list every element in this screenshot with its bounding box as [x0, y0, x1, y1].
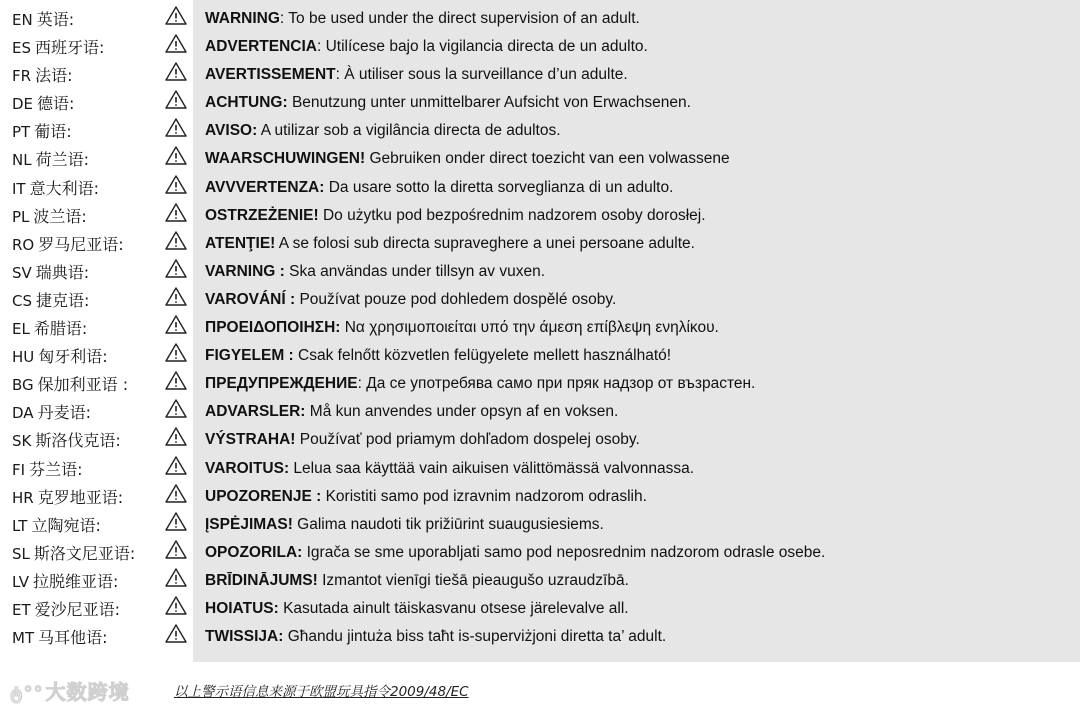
language-label [12, 175, 99, 203]
language-code: DA [12, 404, 34, 423]
warning-body: Používať pod priamym dohľadom dospelej osoby. [299, 431, 640, 449]
warning-triangle-icon [165, 455, 187, 477]
warning-row [0, 202, 1080, 230]
warning-term: ADVERTENCIA [205, 38, 317, 56]
language-code: SL [12, 544, 30, 563]
warning-body: Għandu jintuża biss taħt is-superviżjoni diretta ta’ adult. [287, 628, 667, 646]
language-label [12, 315, 87, 343]
warning-text [205, 117, 561, 145]
warning-body: Igrača se sme uporabljati samo pod neposrednim nadzorom odrasle osebe. [306, 543, 826, 561]
warning-body: Do użytku pod bezpośrednim nadzorem osoby dorosłej. [322, 206, 706, 224]
warning-text [205, 567, 629, 595]
warning-body: Kasutada ainult täiskasvanu otsese järelevalve all. [283, 599, 629, 617]
warning-text [205, 483, 647, 511]
warning-term: TWISSIJA: [205, 628, 284, 646]
warning-row [0, 370, 1080, 398]
warning-triangle-icon [165, 623, 187, 645]
warning-triangle-icon [165, 258, 187, 280]
warning-text [205, 314, 719, 342]
warning-term: UPOZORENJE : [205, 487, 322, 505]
warning-text [205, 511, 604, 539]
language-name: 爱沙尼亚语: [34, 599, 121, 619]
warning-term: VÝSTRAHA! [205, 431, 296, 449]
language-name: 英语: [36, 10, 75, 29]
warning-triangle-icon [165, 567, 187, 589]
warning-term: VAROVÁNÍ : [205, 290, 296, 308]
language-label [12, 343, 108, 371]
language-label [12, 231, 124, 259]
warning-triangle-icon [165, 314, 187, 336]
warning-term: VAROITUS: [205, 459, 290, 477]
language-name: 捷克语: [36, 290, 90, 310]
language-name: 拉脱维亚语: [32, 571, 119, 591]
language-name: 西班牙语: [35, 38, 105, 58]
language-name: 瑞典语: [35, 262, 90, 282]
warning-text [205, 623, 666, 651]
warning-triangle-icon [165, 174, 187, 196]
language-name: 斯洛文尼亚语: [33, 543, 136, 563]
language-label [12, 287, 89, 315]
warning-triangle-icon [165, 145, 187, 167]
language-name: 德语: [37, 94, 75, 114]
warning-text [205, 398, 618, 426]
warning-text [205, 145, 730, 173]
warning-body: To be used under the direct supervision of an adult. [288, 10, 640, 27]
footer [0, 668, 1080, 708]
warning-term: OPOZORILA: [205, 543, 303, 561]
language-name: 保加利亚语 : [37, 375, 129, 395]
warning-term: HOIATUS: [205, 599, 279, 617]
language-code: MT [12, 629, 35, 648]
language-label [12, 62, 72, 90]
warning-row [0, 286, 1080, 314]
warning-triangle-icon [165, 342, 187, 364]
language-label [12, 6, 74, 34]
warning-body: Používat pouze pod dohledem dospělé osoby. [299, 290, 617, 308]
warning-term: OSTRZEŻENIE! [205, 206, 319, 224]
warning-body: Koristiti samo pod izravnim nadzorom odraslih. [325, 487, 647, 505]
language-name: 荷兰语: [35, 150, 89, 170]
language-name: 法语: [35, 66, 73, 86]
language-label [12, 118, 72, 146]
language-name: 希腊语: [33, 319, 88, 339]
warning-row [0, 314, 1080, 342]
language-code: EN [12, 11, 33, 29]
language-code: LV [12, 572, 29, 591]
language-label [12, 484, 123, 512]
language-label [12, 512, 101, 540]
warning-text [205, 258, 545, 286]
warning-body: Galima naudoti tik prižiūrint suaugusiesiems. [297, 515, 604, 533]
warning-row [0, 61, 1080, 89]
warning-triangle-icon [165, 202, 187, 224]
warning-text [205, 174, 673, 202]
language-code: DE [12, 95, 34, 114]
warning-text [205, 342, 671, 370]
language-code: PL [12, 207, 30, 226]
language-label [12, 456, 82, 484]
warning-body: Να χρησιμοποιείται υπό την άμεση επίβλεψη ενηλίκου. [344, 319, 719, 337]
warning-body: Да се употребява само при пряк надзор от възрастен. [366, 375, 756, 393]
language-name: 马耳他语: [38, 628, 108, 648]
warning-triangle-icon [165, 33, 187, 55]
language-label [12, 399, 91, 427]
warning-term: AVVVERTENZA: [205, 178, 325, 196]
warning-text: WARNING: To be used under the direct supervision of an adult. [205, 10, 640, 27]
language-code: HR [12, 488, 34, 507]
warning-term: BRĪDINĀJUMS! [205, 571, 318, 589]
warning-row [0, 33, 1080, 61]
warning-triangle-icon [165, 89, 187, 111]
warning-row [0, 511, 1080, 539]
language-name: 匈牙利语: [38, 347, 108, 367]
language-label [12, 371, 128, 399]
language-label [12, 146, 89, 174]
warning-term: VARNING : [205, 262, 285, 280]
warning-triangle-icon [165, 398, 187, 420]
language-code: PT [12, 123, 31, 142]
language-name: 芬兰语: [29, 459, 83, 479]
language-label [12, 203, 87, 231]
language-name: 斯洛伐克语: [35, 431, 121, 451]
warning-text [205, 539, 825, 567]
warning-text: ПРЕДУПРЕЖДЕНИЕ: Да се употребява само при пряк надзор от възрастен. [205, 375, 756, 393]
language-code: FI [12, 460, 26, 479]
language-name: 克罗地亚语: [37, 487, 124, 507]
warning-row [0, 567, 1080, 595]
warning-body: A utilizar sob a vigilância directa de adultos. [260, 122, 561, 140]
language-name: 意大利语: [29, 178, 99, 198]
language-label [12, 259, 89, 287]
warning-triangle-icon [165, 539, 187, 561]
warning-triangle-icon [165, 230, 187, 252]
language-code: IT [12, 179, 26, 198]
warning-row [0, 342, 1080, 370]
warning-text [205, 286, 616, 314]
warning-term: WAARSCHUWINGEN! [205, 150, 366, 168]
language-label [12, 568, 118, 596]
warning-body: Da usare sotto la diretta sorveglianza di un adulto. [328, 178, 674, 196]
warning-text: AVERTISSEMENT: À utiliser sous la surveillance d’un adulte. [205, 66, 628, 84]
warning-row [0, 5, 1080, 33]
warning-body: Izmantot vienīgi tiešā pieaugušo uzraudzībā. [322, 571, 629, 589]
warning-term: AVISO: [205, 122, 258, 140]
warning-triangle-icon [165, 511, 187, 533]
language-code: CS [12, 291, 32, 310]
warning-text [205, 426, 640, 454]
language-code: LT [12, 516, 28, 535]
warning-body: Csak felnőtt közvetlen felügyelete mellett használható! [298, 347, 672, 365]
warning-list [0, 5, 1080, 651]
warning-text [205, 230, 695, 258]
warning-term: WARNING [205, 10, 280, 27]
language-code: FR [12, 67, 32, 86]
brand-logo-icon: ტ°° [10, 683, 44, 704]
warning-row [0, 623, 1080, 651]
warning-row [0, 89, 1080, 117]
language-name: 丹麦语: [37, 403, 91, 423]
warning-term: ACHTUNG: [205, 94, 288, 112]
warning-row [0, 483, 1080, 511]
warning-triangle-icon [165, 5, 187, 27]
language-code: BG [12, 376, 34, 395]
warning-row [0, 145, 1080, 173]
warning-row [0, 595, 1080, 623]
warning-text [205, 89, 691, 117]
language-code: NL [12, 151, 32, 170]
language-name: 波兰语: [33, 206, 87, 226]
warning-triangle-icon [165, 426, 187, 448]
warning-row [0, 455, 1080, 483]
source-note: 以上警示语信息来源于欧盟玩具指令2009/48/EC [174, 684, 469, 700]
language-name: 葡语: [34, 122, 72, 142]
language-code: SK [12, 432, 32, 451]
warning-text: ADVERTENCIA: Utilícese bajo la vigilancia directa de un adulto. [205, 38, 648, 56]
warning-triangle-icon [165, 117, 187, 139]
warning-term: ĮSPĖJIMAS! [205, 515, 293, 533]
warning-body: Utilícese bajo la vigilancia directa de un adulto. [325, 38, 648, 56]
warning-body: À utiliser sous la surveillance d’un adulte. [344, 66, 628, 84]
warning-triangle-icon [165, 595, 187, 617]
language-label [12, 624, 108, 652]
warning-triangle-icon [165, 370, 187, 392]
warning-body: Lelua saa käyttää vain aikuisen välittömässä valvonnassa. [293, 459, 695, 477]
warning-row [0, 426, 1080, 454]
language-name: 立陶宛语: [31, 515, 101, 535]
warning-body: A se folosi sub directa supraveghere a unei persoane adulte. [278, 234, 695, 252]
brand-logo-text: 大数跨境 [45, 680, 130, 704]
warning-term: ADVARSLER: [205, 403, 306, 421]
warning-body: Benutzung unter unmittelbarer Aufsicht von Erwachsenen. [291, 94, 691, 112]
warning-body: Gebruiken onder direct toezicht van een volwassene [369, 150, 730, 168]
warning-triangle-icon [165, 61, 187, 83]
warning-triangle-icon [165, 286, 187, 308]
warning-row [0, 117, 1080, 145]
warning-row [0, 230, 1080, 258]
language-code: ET [12, 600, 31, 619]
language-code: HU [12, 348, 35, 367]
warning-term: FIGYELEM : [205, 347, 294, 365]
warning-body: Ska användas under tillsyn av vuxen. [289, 262, 546, 280]
warning-triangle-icon [165, 483, 187, 505]
language-label [12, 540, 135, 568]
language-label [12, 34, 104, 62]
warning-text [205, 202, 706, 230]
language-name: 罗马尼亚语: [38, 234, 124, 254]
warning-row [0, 539, 1080, 567]
language-label [12, 427, 121, 455]
language-label [12, 596, 120, 624]
warning-body: Må kun anvendes under opsyn af en voksen. [309, 403, 619, 421]
language-code: ES [12, 39, 31, 58]
warning-row [0, 174, 1080, 202]
warning-term: ПРЕДУПРЕЖДЕНИЕ [205, 375, 358, 393]
language-code: RO [12, 235, 35, 254]
brand-logo [10, 676, 130, 704]
language-label [12, 90, 74, 118]
warning-text [205, 455, 694, 483]
language-code: EL [12, 320, 30, 339]
warning-row [0, 258, 1080, 286]
language-code: SV [12, 263, 32, 282]
warning-text [205, 595, 629, 623]
warning-term: AVERTISSEMENT [205, 66, 336, 84]
warning-term: ATENŢIE! [205, 234, 276, 252]
warning-term: ΠΡΟΕΙΔΟΠΟΙΗΣΗ: [205, 319, 341, 337]
warning-row [0, 398, 1080, 426]
